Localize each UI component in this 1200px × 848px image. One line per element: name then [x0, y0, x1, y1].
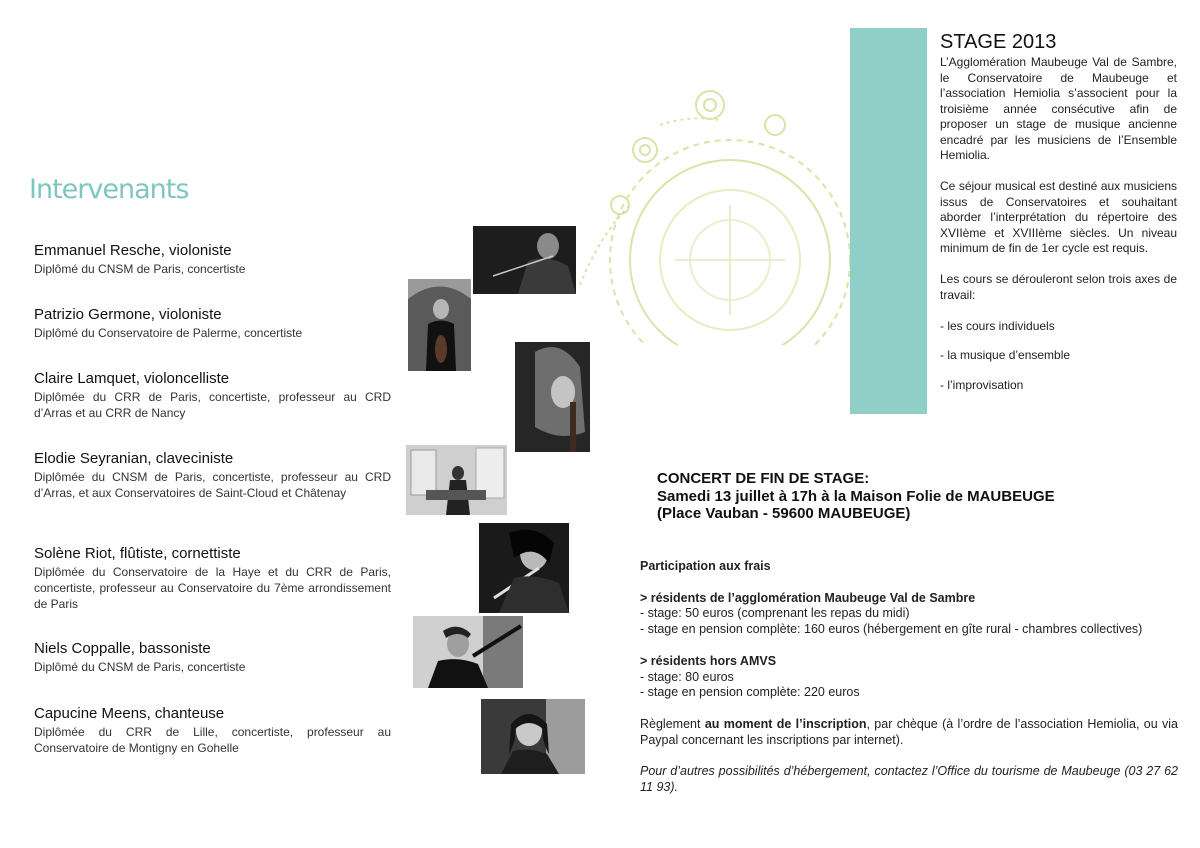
concert-heading: CONCERT DE FIN DE STAGE:: [657, 470, 870, 487]
person-name: Capucine Meens, chanteuse: [34, 705, 225, 722]
payment-emphasis: au moment de l’inscription: [704, 716, 867, 731]
photo-elodie-seyranian: [406, 445, 507, 515]
ornament-rosette-icon: [560, 85, 880, 345]
person-entry: [34, 705, 391, 756]
photo-emmanuel-resche: [473, 226, 576, 294]
payment-prefix: Règlement: [640, 716, 705, 731]
stage-description: [940, 55, 1177, 407]
non-residents-heading: > résidents hors AMVS: [640, 653, 777, 668]
payment-info: [640, 717, 1178, 749]
fees-section: [640, 559, 1178, 796]
person-desc: Diplômé du CNSM de Paris, concertiste: [34, 262, 246, 276]
fee-item: - stage: 80 euros: [640, 669, 734, 684]
person-name: Patrizio Germone, violoniste: [34, 306, 222, 323]
concert-date: Samedi 13 juillet à 17h à la Maison Folie de MAUBEUGE: [657, 487, 1055, 505]
stage-paragraph: L’Agglomération Maubeuge Val de Sambre, le Conservatoire de Maubeuge et l’association Hemiolia s’associent pour la troisième année consécutive afin de proposer un stage de musique ancienne encadré par les musiciens de l’Ensemble Hemiolia.: [940, 55, 1177, 162]
tourism-contact: Pour d’autres possibilités d’hébergement, contactez l’Office du tourisme de Maubeuge (03 27 62 11 93).: [640, 764, 1178, 795]
photo-niels-coppalle: [413, 616, 523, 688]
person-entry: [34, 242, 391, 277]
person-desc: Diplômée du CRR de Paris, concertiste, professeur au CRD d’Arras et au CRR de Nancy: [34, 390, 391, 420]
payment-suffix: , par chèque (à l’ordre de l’association Hemiolia, ou via Paypal concernant les inscriptions par internet).: [640, 716, 1178, 747]
person-entry: [34, 640, 391, 675]
person-desc: Diplômé du CNSM de Paris, concertiste: [34, 660, 246, 674]
fee-item: - stage en pension complète: 220 euros: [640, 685, 860, 700]
person-name: Niels Coppalle, bassoniste: [34, 640, 211, 657]
person-desc: Diplômée du CNSM de Paris, concertiste, professeur au CRD d’Arras, et aux Conservatoires de Saint-Cloud et Châtenay: [34, 470, 391, 500]
photo-claire-lamquet: [515, 342, 590, 452]
photo-capucine-meens: [481, 699, 585, 774]
photo-solene-riot: [479, 523, 569, 613]
fee-item: - stage en pension complète: 160 euros (hébergement en gîte rural - chambres collectives): [640, 622, 1143, 637]
person-entry: [34, 545, 391, 612]
person-entry: [34, 370, 391, 421]
photo-patrizio-germone: [408, 279, 471, 371]
person-name: Elodie Seyranian, claveciniste: [34, 450, 234, 467]
fee-item: - stage: 50 euros (comprenant les repas du midi): [640, 606, 910, 621]
stage-bullet: - les cours individuels: [940, 318, 1055, 333]
concert-address: (Place Vauban - 59600 MAUBEUGE): [657, 505, 911, 522]
person-name: Claire Lamquet, violoncelliste: [34, 370, 230, 387]
person-desc: Diplômée du CRR de Lille, concertiste, professeur au Conservatoire de Montigny en Gohelle: [34, 725, 391, 755]
accent-bar: [850, 28, 927, 414]
fees-title: Participation aux frais: [640, 559, 771, 573]
person-desc: Diplômé du Conservatoire de Palerme, concertiste: [34, 326, 303, 340]
stage-paragraph: Les cours se dérouleront selon trois axes de travail:: [940, 272, 1177, 302]
stage-paragraph: Ce séjour musical est destiné aux musiciens issus de Conservatoires et souhaitant aborder l’interprétation du répertoire des XVIIème et XVIIIème siècles. Un niveau minimum de fin de 1er cycle est requis.: [940, 179, 1177, 255]
person-entry: [34, 450, 391, 501]
person-entry: [34, 306, 391, 341]
stage-bullet: - l’improvisation: [940, 377, 1024, 392]
stage-title: STAGE 2013: [940, 31, 1057, 53]
section-title-intervenants: Intervenants: [29, 174, 189, 205]
residents-heading: > résidents de l’agglomération Maubeuge Val de Sambre: [640, 590, 976, 605]
stage-bullet: - la musique d’ensemble: [940, 348, 1071, 362]
person-name: Solène Riot, flûtiste, cornettiste: [34, 545, 241, 562]
person-desc: Diplômée du Conservatoire de la Haye et du CRR de Paris, concertiste, professeur au Conservatoire du 7ème arrondissement de Paris: [34, 565, 391, 611]
person-name: Emmanuel Resche, violoniste: [34, 242, 232, 259]
concert-announcement: [657, 470, 1055, 523]
